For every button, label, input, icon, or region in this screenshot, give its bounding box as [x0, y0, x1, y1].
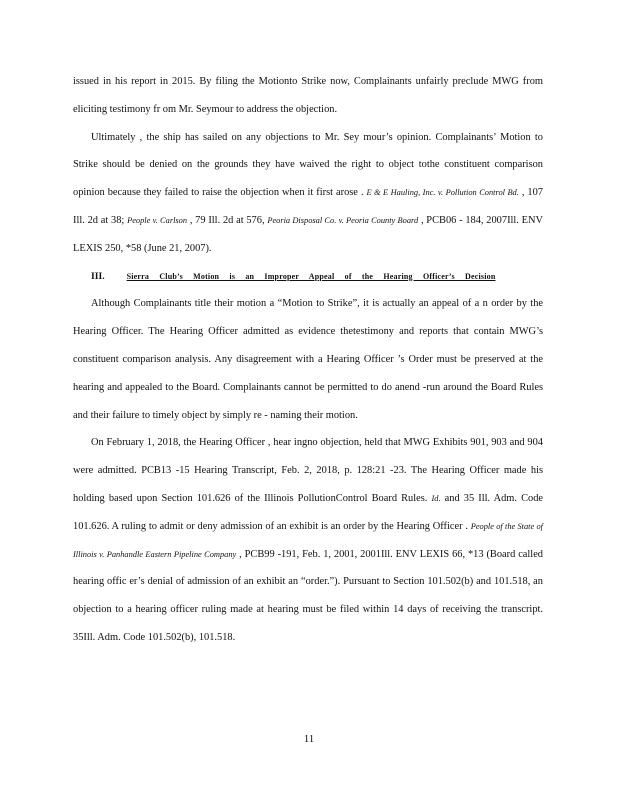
paragraph-3	[73, 290, 543, 429]
paragraph-1	[73, 68, 543, 124]
paragraph-2-text-c: , 79 Ill. 2d at 576,	[187, 214, 268, 226]
section-number: III.	[91, 270, 105, 282]
paragraph-2-text-d: , PCB06 - 184, 2007Ill. ENV LEXIS 250, *58 (June 21, 2007).	[73, 214, 544, 254]
paragraph-4-text-b: and 35 Ill. Adm. Code 101.626. A ruling to admit or deny admission of an exhibit is an order by the Hearing Officer .	[73, 492, 543, 532]
case-citation-peoria-disposal: Peoria Disposal Co. v. Peoria County Board	[267, 215, 419, 225]
paragraph-4-text-c: , PCB99 -191, Feb. 1, 2001, 2001Ill. ENV LEXIS 66, *13 (Board called hearing offic er’s denial of admission of an exhibit an “order.”). Pursuant to Section 101.502(b) and 101.518, an objection to a hearing officer ruling made at hearing must be filed within 14 days of receiving the transcript. 35Ill. Adm. Code 101.502(b), 101.518.	[73, 548, 543, 643]
paragraph-4-text-a: On February 1, 2018, the Hearing Officer , hear ingno objection, held that MWG Exhibits 901, 903 and 904 were admitted. PCB13 -15 Hearing Transcript, Feb. 2, 2018, p. 128:21 -23. The Hearing Officer made his holding based upon Section 101.626 of the Illinois PollutionControl Board Rules.	[73, 437, 543, 504]
section-title: Sierra Club’s Motion is an Improper Appeal of the Hearing Officer’s Decision	[126, 271, 496, 281]
section-heading	[73, 263, 543, 291]
case-citation-people-v-carlson: People v. Carlson	[127, 215, 188, 225]
paragraph-4	[73, 429, 543, 651]
paragraph-1-text: issued in his report in 2015. By filing the Motionto Strike now, Complainants unfairly preclude MWG from eliciting testimony fr om Mr. Seymour to address the objection.	[73, 76, 543, 115]
paragraph-2	[73, 124, 543, 263]
body-text	[73, 68, 543, 652]
case-citation-ee-hauling: E & E Hauling, Inc. v. Pollution Control Bd.	[366, 188, 519, 198]
paragraph-2-text-a: Ultimately , the ship has sailed on any objections to Mr. Sey mour’s opinion. Complainants’ Motion to Strike should be denied on the grounds they have waived the right to object tothe constituent comparison opinion because they failed to raise the objection when it first arose .	[73, 131, 543, 199]
case-citation-panhandle-eastern: People of the State of Illinois v. Panhandle Eastern Pipeline Company	[73, 521, 543, 559]
citation-id: Id.	[431, 493, 441, 503]
paragraph-3-text: Although Complainants title their motion a “Motion to Strike”, it is actually an appeal of a n order by the Hearing Officer. The Hearing Officer admitted as evidence thetestimony and reports that contain MWG’s constituent comparison analysis. Any disagreement with a Hearing Officer ’s Order must be preserved at the hearing and appealed to the Board. Complainants cannot be permitted to do anend -run around the Board Rules and their failure to timely object by simply re - naming their motion.	[73, 298, 543, 421]
page-number: 11	[303, 733, 315, 745]
paragraph-2-text-b: , 107 Ill. 2d at 38;	[73, 187, 543, 226]
